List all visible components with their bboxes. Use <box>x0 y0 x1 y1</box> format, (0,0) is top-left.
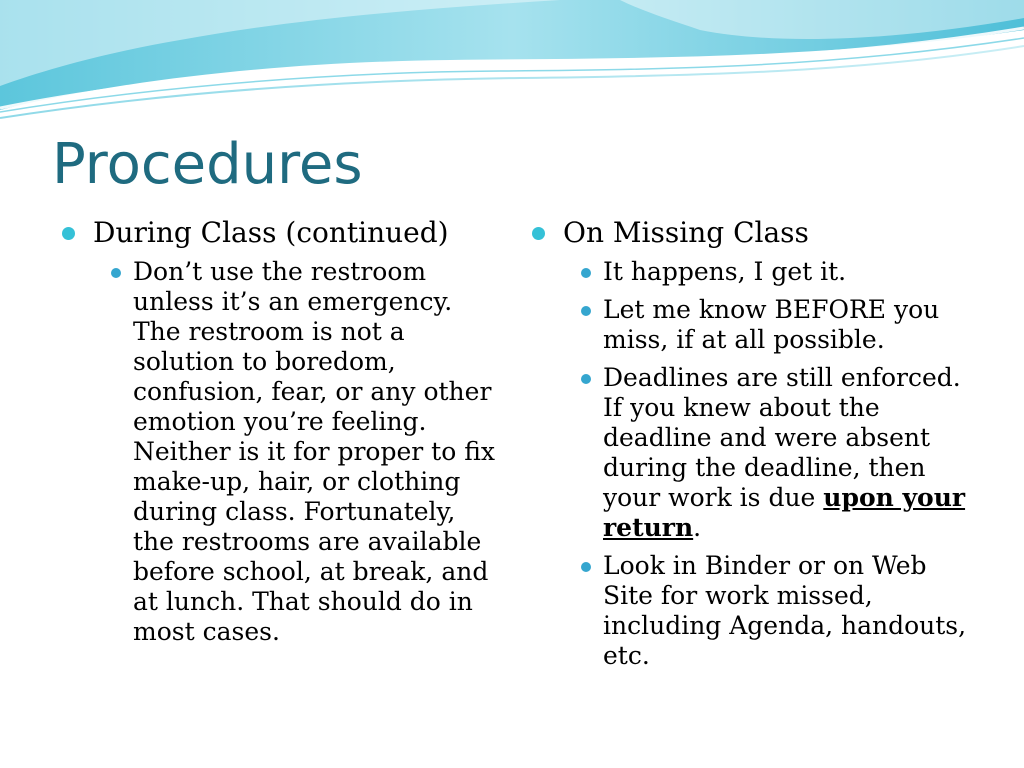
right-column <box>532 215 972 679</box>
slide-title: Procedures <box>52 132 363 197</box>
sub-bullet-dot-icon <box>581 268 591 278</box>
sub-bullet-deadlines <box>563 363 972 543</box>
sub-bullet-dot-icon <box>581 562 591 572</box>
sub-bullet-dot-icon <box>581 306 591 316</box>
deadline-emphasis: upon your return <box>603 483 966 542</box>
sub-bullet-let-me-know <box>563 295 972 355</box>
sub-bullet-text: Let me know BEFORE you miss, if at all possible. <box>603 295 940 354</box>
sub-bullet-dot-icon <box>581 374 591 384</box>
deadline-text: Deadlines are still enforced. If you knew about the deadline and were absent during the deadline, then your work is due <box>603 363 961 512</box>
header-wave-decoration <box>0 0 1024 120</box>
sub-bullet-it-happens <box>563 257 972 287</box>
bullet-during-class <box>62 215 502 647</box>
sub-bullet-restroom <box>93 257 502 647</box>
bullet-missing-class <box>532 215 972 671</box>
bullet-dot-icon <box>532 227 545 240</box>
deadline-period: . <box>693 513 702 542</box>
bullet-heading: On Missing Class <box>563 216 809 249</box>
sub-bullet-text <box>603 363 972 543</box>
left-column <box>62 215 502 655</box>
sub-bullet-dot-icon <box>111 268 121 278</box>
sub-bullet-text: Don’t use the restroom unless it’s an emergency. The restroom is not a solution to boredom, confusion, fear, or any other emotion you’re feeling. Neither is it for proper to fix make-up, hair, or clothing during class. Fortunately, the restrooms are available before school, at break, and at lunch. That should do in most cases. <box>133 257 495 646</box>
sub-bullet-text: Look in Binder or on Web Site for work missed, including Agenda, handouts, etc. <box>603 551 967 670</box>
bullet-heading: During Class (continued) <box>93 216 449 249</box>
sub-bullet-text: It happens, I get it. <box>603 257 847 286</box>
bullet-dot-icon <box>62 227 75 240</box>
sub-bullet-binder <box>563 551 972 671</box>
